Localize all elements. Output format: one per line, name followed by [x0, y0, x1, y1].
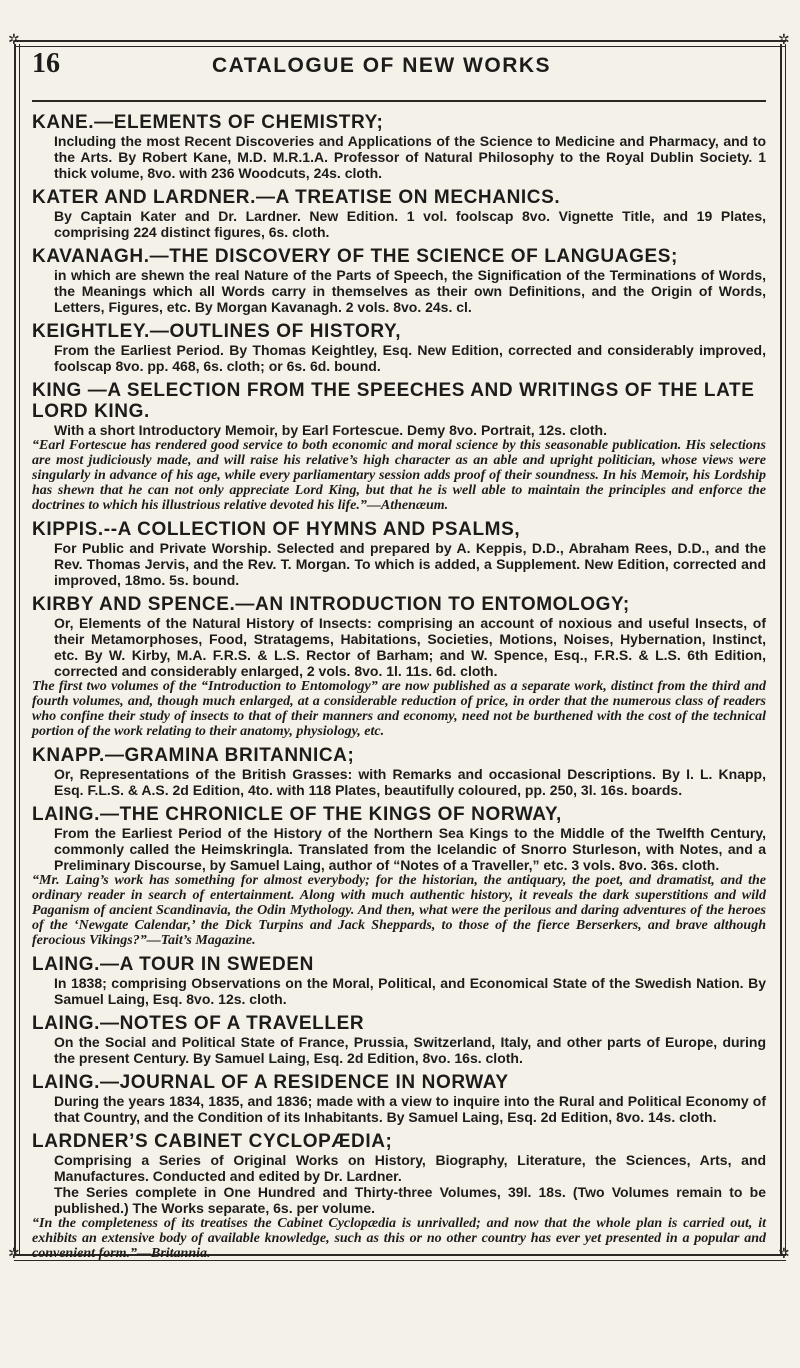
entry-kane [32, 112, 766, 181]
entry-keightley [32, 321, 766, 374]
entry-king [32, 380, 766, 513]
right-rule [780, 44, 786, 1254]
entry-title: KATER AND LARDNER.—A TREATISE ON MECHANICS. [32, 187, 561, 208]
entry-title: KING —A SELECTION FROM THE SPEECHES AND WRITINGS OF THE LATE LORD KING. [32, 380, 755, 422]
left-rule [14, 44, 20, 1254]
corner-ornament-icon: ✲ [8, 1247, 20, 1262]
entry-title: LAING.—NOTES OF A TRAVELLER [32, 1013, 365, 1034]
top-rule [14, 40, 786, 47]
entry-text: With a short Introductory Memoir, by Earl Fortescue. Demy 8vo. Portrait, 12s. cloth. [54, 422, 607, 438]
entry-text: In 1838; comprising Observations on the Moral, Political, and Economical State of the Swedish Nation. By Samuel Laing, Esq. 8vo. 12s. cloth. [54, 975, 766, 1007]
entry-text: Comprising a Series of Original Works on History, Biography, Literature, the Sciences, Arts, and Manufactures. Conducted and edited by Dr. Lardner. [54, 1152, 766, 1184]
entry-kippis [32, 519, 766, 588]
entry-text: in which are shewn the real Nature of the Parts of Speech, the Signification of the Terminations of Words, the Meanings which all Words carry in themselves as their own Definitions, and the Origin of Words, Letters, Figures, etc. By Morgan Kavanagh. 2 vols. 8vo. 24s. cl. [54, 267, 766, 315]
entry-title: LAING.—JOURNAL OF A RESIDENCE IN NORWAY [32, 1072, 509, 1093]
entry-knapp [32, 745, 766, 798]
entry-text: From the Earliest Period of the History of the Northern Sea Kings to the Middle of the Twelfth Century, commonly called the Heimskringla. Translated from the Icelandic of Snorro Sturleson, with Notes, and a Preliminary Discourse, by Samuel Laing, author of “Notes of a Traveller,” etc. 3 vols. 8vo. 36s. cloth. [54, 825, 766, 873]
entry-title: KIRBY AND SPENCE.—AN INTRODUCTION TO ENTOMOLOGY; [32, 594, 630, 615]
entry-text: From the Earliest Period. By Thomas Keightley, Esq. New Edition, corrected and considerably improved, foolscap 8vo. pp. 468, 6s. cloth; or 6s. 6d. bound. [54, 342, 766, 374]
entry-title: KIPPIS.--A COLLECTION OF HYMNS AND PSALMS, [32, 519, 521, 540]
entry-laing-notes [32, 1013, 766, 1066]
entry-title: LAING.—A TOUR IN SWEDEN [32, 954, 314, 975]
entry-kavanagh [32, 246, 766, 315]
entry-title: KANE.—ELEMENTS OF CHEMISTRY; [32, 112, 384, 133]
entry-quote: “In the completeness of its treatises the Cabinet Cyclopædia is unrivalled; and now that the whole plan is carried out, it exhibits an extensive body of available knowledge, such as this or no other country has ever yet presented in a popular and convenient form.”—Britannia. [32, 1216, 766, 1261]
entry-title: KNAPP.—GRAMINA BRITANNICA; [32, 745, 355, 766]
corner-ornament-icon: ✲ [8, 33, 20, 48]
entry-text: Including the most Recent Discoveries and Applications of the Science to Medicine and Pharmacy, and to the Arts. By Robert Kane, M.D. M.R.1.A. Professor of Natural Philosophy to the Royal Dublin Society. 1 thick volume, 8vo. with 236 Woodcuts, 24s. cloth. [54, 133, 766, 181]
entry-text: On the Social and Political State of France, Prussia, Switzerland, Italy, and other parts of Europe, during the present Century. By Samuel Laing, Esq. 2d Edition, 8vo. 16s. cloth. [54, 1034, 766, 1066]
entry-quote: “Mr. Laing’s work has something for almost everybody; for the historian, the antiquary, the poet, and dramatist, and the ordinary reader in search of entertainment. Along with much authentic history, it reveals the dark superstitions and wild Paganism of ancient Scandinavia, the Odin Mythology. And then, what were the perilous and daring adventures of the heroes of the ‘Newgate Calendar,’ the Dick Turpins and Jack Sheppards, to those of the fierce Berserkers, and brave although ferocious Vikings?”—Tait’s Magazine. [32, 873, 766, 948]
entry-text: During the years 1834, 1835, and 1836; made with a view to inquire into the Rural and Political Economy of that Country, and the Condition of its Inhabitants. By Samuel Laing, Esq. 2d Edition, 8vo. 14s. cloth. [54, 1093, 766, 1125]
entry-laing-norway [32, 1072, 766, 1125]
entry-title: LARDNER’S CABINET CYCLOPÆDIA; [32, 1131, 393, 1152]
entry-title: KAVANAGH.—THE DISCOVERY OF THE SCIENCE OF LANGUAGES; [32, 246, 678, 267]
entry-kater [32, 187, 766, 240]
catalogue-page [32, 48, 766, 1267]
entry-title: KEIGHTLEY.—OUTLINES OF HISTORY, [32, 321, 402, 342]
entry-text: By Captain Kater and Dr. Lardner. New Edition. 1 vol. foolscap 8vo. Vignette Title, and 19 Plates, comprising 224 distinct figures, 6s. cloth. [54, 208, 766, 240]
entry-text: The Series complete in One Hundred and Thirty-three Volumes, 39l. 18s. (Two Volumes remain to be published.) The Works separate, 6s. per volume. [54, 1184, 766, 1216]
entry-text: Or, Representations of the British Grasses: with Remarks and occasional Descriptions. By I. L. Knapp, Esq. F.L.S. & A.S. 2d Edition, 4to. with 118 Plates, beautifully coloured, pp. 250, 3l. 16s. boards. [54, 766, 766, 798]
entry-laing-chronicle [32, 804, 766, 948]
entry-quote: “Earl Fortescue has rendered good service to both economic and moral science by this seasonable publication. His selections are most judiciously made, and will raise his relative’s high character as an able and upright politician, whose views were singularly in advance of his age, while every parliamentary session adds proof of their soundness. In his Memoir, his Lordship has shewn that he can not only appreciate Lord King, but that he is well able to maintain the principles and enforce the doctrines to which his illustrious relative devoted his life.”—Athenæum. [32, 438, 766, 513]
entry-kirby-spence [32, 594, 766, 739]
entry-title: LAING.—THE CHRONICLE OF THE KINGS OF NORWAY, [32, 804, 562, 825]
page-header [32, 48, 766, 102]
page-number: 16 [32, 48, 60, 79]
entry-text: For Public and Private Worship. Selected and prepared by A. Keppis, D.D., Abraham Rees, D.D., and the Rev. Thomas Jervis, and the Rev. T. Morgan. To which is added, a Supplement. New Edition, corrected and improved, 18mo. 5s. bound. [54, 540, 766, 588]
corner-ornament-icon: ✲ [778, 33, 790, 48]
corner-ornament-icon: ✲ [778, 1247, 790, 1262]
entry-text: Or, Elements of the Natural History of Insects: comprising an account of noxious and useful Insects, of their Metamorphoses, Food, Stratagems, Habitations, Societies, Motions, Noises, Hybernation, Instinct, etc. By W. Kirby, M.A. F.R.S. & L.S. Rector of Barham; and W. Spence, Esq., F.R.S. & L.S. 6th Edition, corrected and considerably enlarged, 2 vols. 8vo. 1l. 11s. 6d. cloth. [54, 615, 766, 679]
entry-laing-sweden [32, 954, 766, 1007]
entry-lardner-cyclopaedia [32, 1131, 766, 1261]
running-head: CATALOGUE OF NEW WORKS [212, 54, 552, 77]
entry-quote: The first two volumes of the “Introduction to Entomology” are now published as a separate work, distinct from the third and fourth volumes, and, though much enlarged, at a considerable reduction of price, in order that the numerous class of readers who confine their study of insects to that of their manners and economy, need not be burthened with the cost of the technical portion of the work relating to their anatomy, physiology, etc. [32, 679, 766, 739]
